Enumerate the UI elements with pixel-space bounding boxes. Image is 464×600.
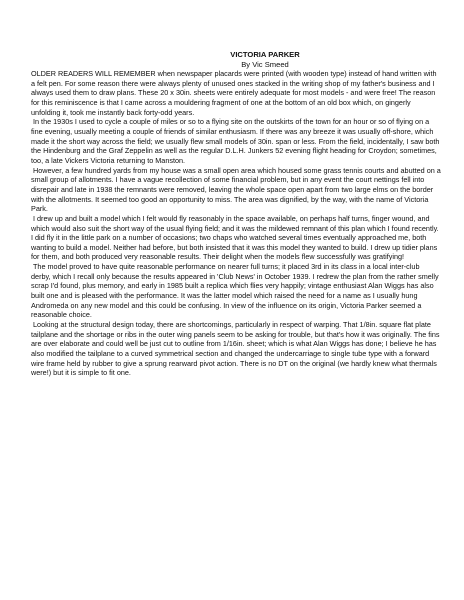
paragraph-6: Looking at the structural design today, there are shortcomings, particularly in respect of warping. That 1/8in. square flat plate tailplane and the shortage or ribs in the outer wing panels seem to be asking for trouble, but that's how it was originally. The fins are over elaborate and could well be just cut to outline from 1/16in. sheet; which is what Alan Wiggs has done; I believe he has also modified the tailplane to a curved symmetrical section and changed the undercarriage to single tube type with a forward wire frame held by rubber to give a sprung rearward pivot action. There is no DT on the original (we hardly knew what thermals were!) but it is simple to fit one. (31, 320, 440, 378)
article (31, 50, 441, 378)
paragraph-3: However, a few hundred yards from my house was a small open area which housed some grass tennis courts and abutted on a small group of allotments. I have a vague recollection of some financial problem, but in any event the court nettings fell into disrepair and late in 1938 the remnants were removed, leaving the whole space open apart from two large elms on the border with the allotments. It seemed too good an opportunity to miss. The area was dignified, by the way, with the name of Victoria Park. (31, 165, 441, 214)
paragraph-1: OLDER READERS WILL REMEMBER when newspaper placards were printed (with wooden type) instead of hand written with a felt pen. For some reason there were always plenty of unused ones stacked in the writing shop of my father's business and I always used them to draw plans. These 20 x 30in. sheets were entirely adequate for most models - and were free! The reason for this reminiscence is that I came across a mouldering fragment of one at the bottom of an old box which, on gingerly unfolding it, took me instantly back forty-odd years. (31, 69, 437, 117)
article-byline: By Vic Smeed (241, 59, 289, 69)
paragraph-4: I drew up and built a model which I felt would fly reasonably in the space available, on perhaps half turns, finger wound, and which would also suit the short way of the usual flying field; and it was the mildewed remnant of this plan which I found recently. I did fly it in the little park on a number of occasions; two chaps who watched several times eventually approached me, both wanting to build a model. Neither had before, but both insisted that it was this model they wanted to build. I drew up tidier plans for them, and both produced very reasonable results. Their delight when the models flew successfully was gratifying! (31, 213, 439, 262)
paragraph-5: The model proved to have quite reasonable performance on nearer full turns; it placed 3rd in its class in a local inter-club derby, which I recall only because the results appeared in 'Club News' in October 1939. I redrew the plan from the rather smelly scrap I'd found, plus memory, and early in 1985 built a replica which flies very happily; vintage enthusiast Alan Wiggs has also built one and is pleased with the performance. It was the latter model which raised the need for a name as I usually hung Andromeda on any new model and this could be confusing. In view of the influence on its origin, Victoria Parker seemed a reasonable choice. (31, 262, 439, 320)
article-title: VICTORIA PARKER (230, 50, 300, 59)
article-body (31, 69, 441, 378)
paragraph-2: In the 1930s I used to cycle a couple of miles or so to a flying site on the outskirts of the town for an hour or so of flying on a fine evening, usually meeting a couple of friends of similar enthusiasm. If there was any breeze it was usually off-shore, which made it the short way across the field; we usually flew small models of 30in. span or less. From the field, incidentally, I saw both the Hindenburg and the Graf Zeppelin as well as the regular D.L.H. Junkers 52 evening flight heading for Croydon; sometimes, too, a late Vickers Victoria returning to Manston. (31, 117, 440, 165)
